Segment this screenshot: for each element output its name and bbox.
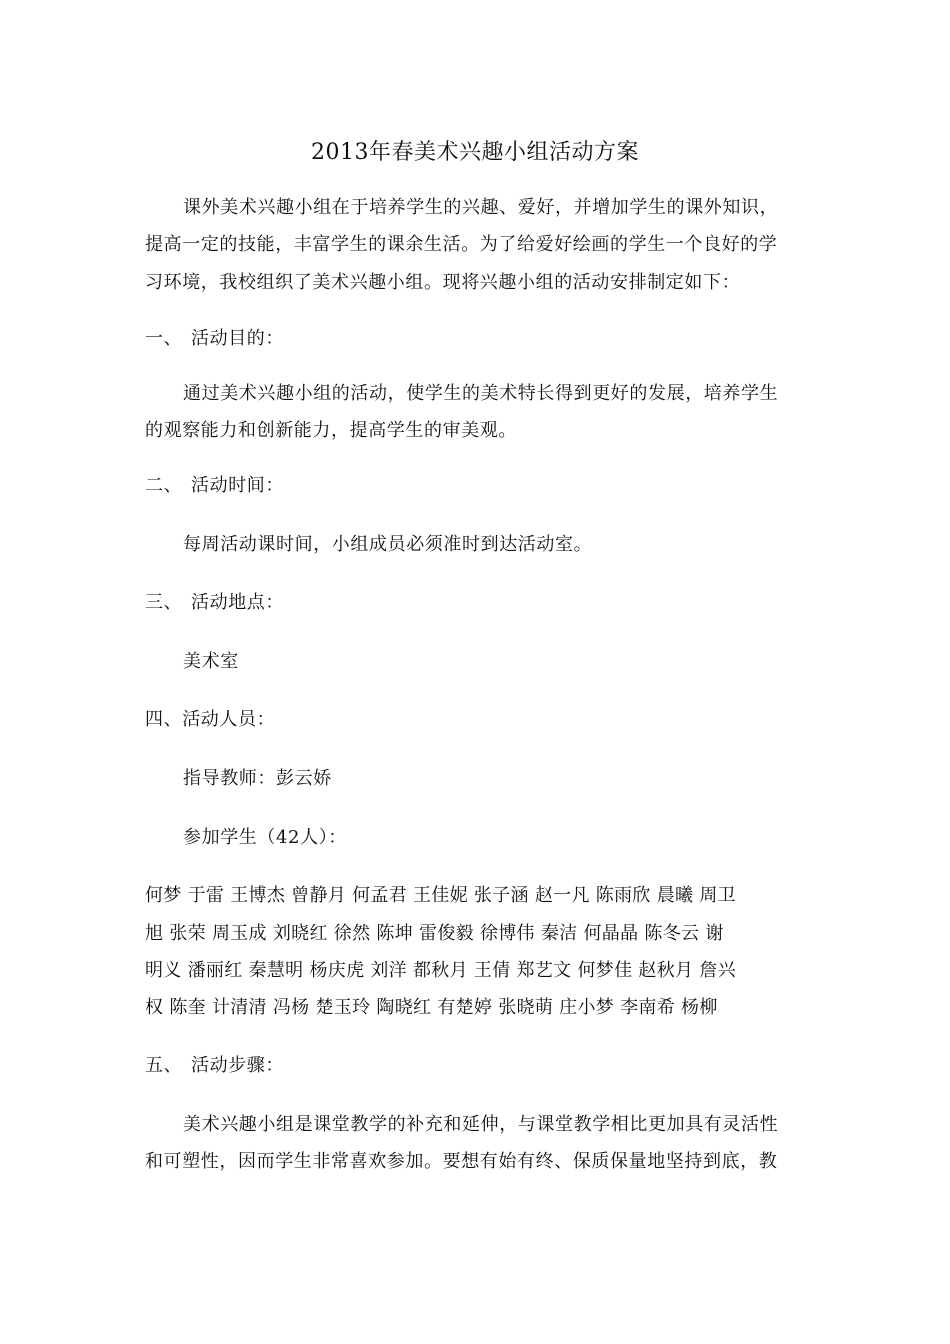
- intro-line-2: 提高一定的技能，丰富学生的课余生活。为了给爱好绘画的学生一个良好的学: [145, 234, 778, 255]
- section-4-heading: 四、活动人员：: [145, 709, 276, 730]
- section-2-number: 二、: [145, 475, 183, 496]
- section-1-number: 一、: [145, 328, 183, 349]
- students-label: 参加学生（42人）：: [183, 827, 347, 848]
- section-2-body: 每周活动课时间，小组成员必须准时到达活动室。: [183, 534, 593, 555]
- section-3-heading: [145, 591, 805, 615]
- student-names-line-4: 权 陈奎 计清清 冯杨 楚玉玲 陶晓红 有楚婷 张晓萌 庄小梦 李南希 杨柳: [145, 997, 718, 1018]
- section-3-number: 三、: [145, 592, 183, 613]
- document-title: 2013年春美术兴趣小组活动方案: [311, 140, 639, 165]
- section-5-body-line-1: 美术兴趣小组是课堂教学的补充和延伸，与课堂教学相比更加具有灵活性: [183, 1114, 779, 1135]
- section-1-heading: [145, 327, 805, 351]
- student-names-line-1: 何梦 于雷 王博杰 曾静月 何孟君 王佳妮 张子涵 赵一凡 陈雨欣 晨曦 周卫: [145, 885, 736, 906]
- section-5-body-line-2: 和可塑性，因而学生非常喜欢参加。要想有始有终、保质保量地坚持到底，教: [145, 1151, 778, 1172]
- teacher-line: 指导教师：彭云娇: [183, 768, 332, 789]
- section-1-title: 活动目的：: [191, 328, 284, 349]
- intro-line-3: 习环境，我校组织了美术兴趣小组。现将兴趣小组的活动安排制定如下：: [145, 272, 741, 293]
- student-names-line-2: 旭 张荣 周玉成 刘晓红 徐然 陈坤 雷俊毅 徐博伟 秦洁 何晶晶 陈冬云 谢: [145, 923, 724, 944]
- section-1-body-line-2: 的观察能力和创新能力，提高学生的审美观。: [145, 420, 517, 441]
- section-2-title: 活动时间：: [191, 475, 284, 496]
- section-5-heading: [145, 1054, 805, 1078]
- section-2-heading: [145, 474, 805, 498]
- section-3-body: 美术室: [183, 651, 239, 672]
- intro-line-1: 课外美术兴趣小组在于培养学生的兴趣、爱好，并增加学生的课外知识，: [183, 197, 779, 218]
- section-3-title: 活动地点：: [191, 592, 284, 613]
- section-1-body-line-1: 通过美术兴趣小组的活动，使学生的美术特长得到更好的发展，培养学生: [183, 383, 779, 404]
- student-names-line-3: 明义 潘丽红 秦慧明 杨庆虎 刘洋 都秋月 王倩 郑艺文 何梦佳 赵秋月 詹兴: [145, 960, 736, 981]
- section-5-title: 活动步骤：: [191, 1055, 284, 1076]
- section-5-number: 五、: [145, 1055, 183, 1076]
